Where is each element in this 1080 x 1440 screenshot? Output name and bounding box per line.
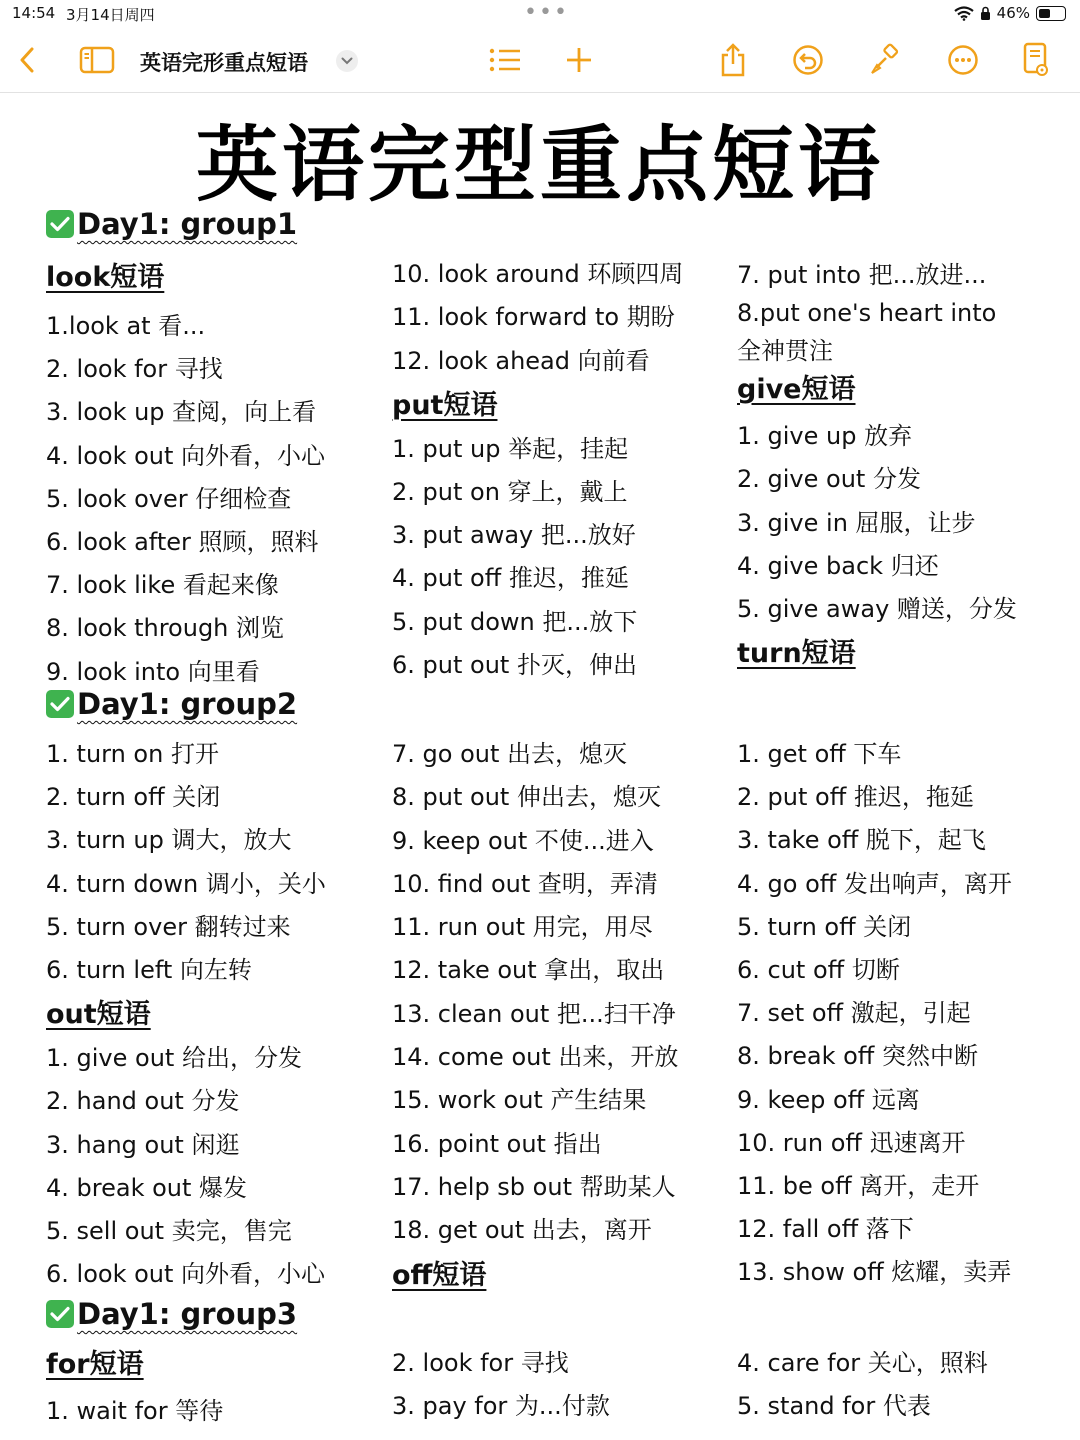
chevron-down-icon — [341, 57, 353, 65]
phrase-item: 2. put on 穿上，戴上 — [392, 478, 628, 507]
more-icon — [947, 44, 979, 76]
phrase-list — [46, 1390, 386, 1433]
phrase-item: 11. look forward to 期盼 — [392, 303, 675, 332]
phrase-item: 10. look around 环顾四周 — [392, 260, 684, 288]
phrase-item: 6. turn left 向左转 — [46, 955, 252, 984]
phrase-item: 1.look at 看... — [46, 312, 206, 340]
format-brush-button[interactable] — [866, 42, 904, 78]
section-heading-turn: turn短语 — [737, 638, 856, 670]
group-label: Day1: group1 — [77, 207, 298, 241]
phrase-item: 3. look up 查阅，向上看 — [46, 398, 317, 427]
phrase-item: 18. get out 出去，离开 — [392, 1216, 652, 1245]
phrase-list — [392, 1342, 732, 1428]
document-title[interactable]: 英语完形重点短语 — [140, 51, 308, 75]
phrase-list — [392, 253, 732, 383]
phrase-item: 5. turn over 翻转过来 — [46, 912, 291, 941]
back-chevron-icon — [19, 47, 35, 73]
battery-level — [1039, 9, 1050, 18]
section-heading-out: out短语 — [46, 999, 151, 1031]
check-mark-icon — [46, 210, 74, 238]
status-time: 14:54 — [12, 4, 56, 22]
title-menu-button[interactable] — [336, 50, 358, 72]
phrase-list — [46, 1037, 386, 1296]
sidebar-icon — [79, 46, 115, 74]
battery-percent: 46% — [996, 4, 1030, 22]
phrase-item: 5. stand for 代表 — [737, 1392, 931, 1421]
toolbar — [0, 30, 1080, 93]
phrase-item: 12. look ahead 向前看 — [392, 346, 650, 375]
phrase-item: 14. come out 出来，开放 — [392, 1043, 679, 1072]
more-button[interactable] — [945, 42, 981, 78]
group-label: Day1: group3 — [77, 1297, 298, 1331]
phrase-item: 4. break out 爆发 — [46, 1173, 248, 1202]
phrase-item: 2. give out 分发 — [737, 465, 921, 494]
group3-column-1 — [46, 1345, 386, 1433]
phrase-item: 9. look into 向里看 — [46, 657, 260, 686]
phrase-item: 6. put out 扑灭，伸出 — [392, 650, 637, 679]
phrase-item: 5. look over 仔细检查 — [46, 484, 292, 513]
phrase-item: 2. put off 推迟，拖延 — [737, 783, 974, 812]
section-heading-off: off短语 — [392, 1259, 487, 1291]
group3-column-2 — [392, 1342, 732, 1428]
group2-column-2 — [392, 733, 732, 1298]
phrase-item: 15. work out 产生结果 — [392, 1086, 647, 1115]
phrase-item: 4. look out 向外看，小心 — [46, 441, 326, 470]
section-heading-give: give短语 — [737, 374, 856, 405]
plus-icon — [565, 46, 593, 74]
list-button[interactable] — [486, 42, 524, 78]
phrase-item: 10. find out 查明，弄清 — [392, 869, 658, 898]
phrase-item: 5. put down 把...放下 — [392, 607, 638, 636]
phrase-list — [737, 415, 1077, 631]
phrase-item: 8. put out 伸出去，熄灭 — [392, 783, 661, 812]
list-icon — [488, 47, 522, 73]
phrase-item: 6. cut off 切断 — [737, 955, 900, 984]
phrase-item: 7. look like 看起来像 — [46, 571, 279, 600]
phrase-list — [46, 305, 386, 694]
phrase-item: 4. care for 关心，照料 — [737, 1349, 988, 1377]
battery-icon — [1036, 6, 1066, 21]
phrase-item: 6. look after 照顾，照料 — [46, 527, 319, 556]
phrase-item: 3. take off 脱下，起飞 — [737, 826, 986, 855]
phrase-item: 5. sell out 卖完，售完 — [46, 1216, 292, 1245]
phrase-item: 3. hang out 闲逛 — [46, 1130, 240, 1159]
phrase-item: 8.put one's heart into — [737, 299, 997, 327]
group1-column-1 — [46, 258, 386, 694]
group1-column-2 — [392, 253, 732, 687]
group-label: Day1: group2 — [77, 687, 298, 721]
phrase-item: 1. wait for 等待 — [46, 1397, 224, 1425]
undo-icon — [792, 44, 824, 76]
phrase-item: 9. keep off 远离 — [737, 1085, 920, 1114]
group1-column-3 — [737, 256, 1077, 676]
share-icon — [719, 43, 747, 77]
phrase-item: 5. give away 赠送，分发 — [737, 595, 1017, 624]
document-settings-button[interactable] — [1020, 42, 1052, 78]
phrase-item: 16. point out 指出 — [392, 1129, 602, 1158]
phrase-item: 10. run off 迅速离开 — [737, 1128, 966, 1157]
phrase-item: 17. help sb out 帮助某人 — [392, 1172, 676, 1201]
group2-column-1 — [46, 733, 386, 1296]
group-heading — [46, 207, 297, 241]
section-heading-look: look短语 — [46, 262, 165, 293]
sidebar-button[interactable] — [78, 42, 116, 78]
phrase-item: 4. put off 推迟，推延 — [392, 564, 629, 593]
phrase-item: 2. look for 寻找 — [46, 355, 223, 384]
phrase-item: 1. give up 放弃 — [737, 422, 913, 450]
phrase-item: 7. put into 把...放进... — [737, 261, 987, 289]
phrase-item: 13. clean out 把...扫干净 — [392, 999, 676, 1028]
phrase-list — [392, 428, 732, 687]
phrase-item: 1. give out 给出，分发 — [46, 1044, 302, 1073]
phrase-item: 3. pay for 为...付款 — [392, 1392, 610, 1421]
status-right — [954, 4, 1066, 22]
group3-column-3 — [737, 1342, 1077, 1428]
group2-column-3 — [737, 733, 1077, 1294]
phrase-item: 4. go off 发出响声，离开 — [737, 869, 1012, 898]
phrase-item: 2. hand out 分发 — [46, 1087, 240, 1116]
multitask-dots-icon[interactable]: ••• — [524, 0, 569, 25]
lock-icon — [980, 6, 991, 21]
status-date: 3月14日周四 — [66, 6, 155, 24]
phrase-item: 1. put up 举起，挂起 — [392, 434, 629, 463]
check-mark-icon — [46, 690, 74, 718]
format-brush-icon — [868, 43, 902, 77]
phrase-item: 7. set off 激起，引起 — [737, 999, 971, 1028]
phrase-item: 11. be off 离开，走开 — [737, 1171, 980, 1200]
undo-button[interactable] — [790, 42, 826, 78]
share-button[interactable] — [716, 42, 750, 78]
section-heading-for: for短语 — [46, 1349, 144, 1380]
status-bar — [0, 0, 1080, 30]
phrase-item: 7. go out 出去，熄灭 — [392, 740, 628, 768]
phrase-item: 2. look for 寻找 — [392, 1349, 569, 1377]
group-heading — [46, 1297, 297, 1331]
phrase-item: 11. run out 用完，用尽 — [392, 913, 653, 942]
phrase-list — [737, 733, 1077, 1294]
phrase-list — [392, 733, 732, 1253]
document-settings-icon — [1022, 42, 1050, 78]
phrase-item: 12. fall off 落下 — [737, 1215, 914, 1244]
phrase-item: 5. turn off 关闭 — [737, 912, 912, 941]
phrase-item: 8. break off 突然中断 — [737, 1042, 978, 1071]
phrase-item: 1. turn on 打开 — [46, 740, 219, 768]
phrase-item: 3. turn up 调大，放大 — [46, 826, 292, 855]
back-button[interactable] — [12, 42, 42, 78]
add-button[interactable] — [562, 42, 596, 78]
phrase-item: 4. give back 归还 — [737, 551, 939, 580]
phrase-list — [737, 256, 1077, 370]
phrase-list — [46, 733, 386, 992]
phrase-list — [737, 1342, 1077, 1428]
phrase-item: 9. keep out 不使...进入 — [392, 826, 654, 855]
check-mark-icon — [46, 1300, 74, 1328]
phrase-item: 13. show off 炫耀，卖弄 — [737, 1258, 1012, 1287]
phrase-item: 8. look through 浏览 — [46, 614, 285, 643]
phrase-item: 2. turn off 关闭 — [46, 783, 221, 812]
phrase-item: 3. give in 屈服，让步 — [737, 508, 976, 537]
phrase-item: 全神贯注 — [737, 337, 833, 365]
phrase-item: 12. take out 拿出，取出 — [392, 956, 665, 985]
wifi-icon — [954, 6, 974, 21]
phrase-item: 6. look out 向外看，小心 — [46, 1260, 326, 1289]
phrase-item: 4. turn down 调小，关小 — [46, 869, 326, 898]
section-heading-put: put短语 — [392, 389, 498, 421]
phrase-item: 1. get off 下车 — [737, 740, 902, 768]
page-title: 英语完型重点短语 — [195, 118, 884, 213]
phrase-item: 3. put away 把...放好 — [392, 521, 636, 550]
